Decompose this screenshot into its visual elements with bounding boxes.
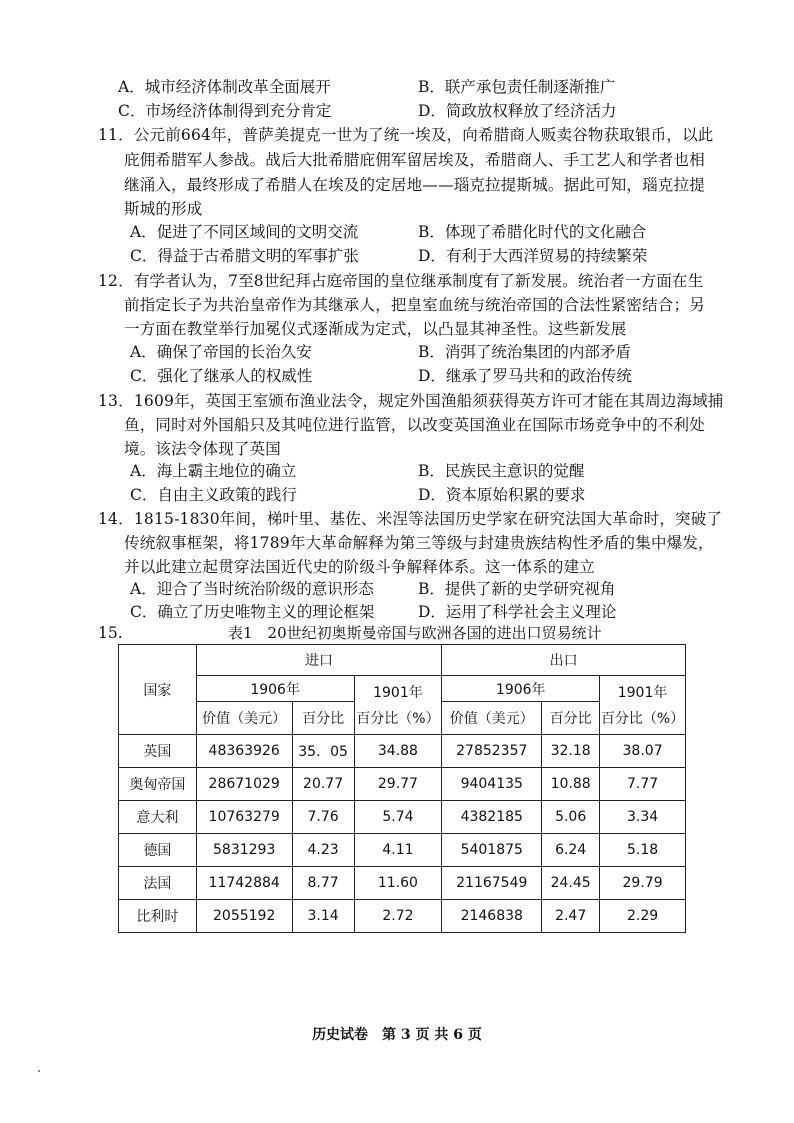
cell-import-percent: 8.77 [292, 867, 354, 900]
cell-export-value: 2146838 [442, 900, 542, 933]
q12-option-a: A．确保了帝国的长治久安 [130, 343, 312, 361]
cell-import-percent: 20.77 [292, 768, 354, 801]
cell-import-value: 5831293 [196, 834, 292, 867]
cell-import-percent: 35．05 [292, 735, 354, 768]
cell-import-value: 28671029 [196, 768, 292, 801]
header-import-value: 价值（美元） [196, 702, 292, 735]
q14-option-d: D．运用了科学社会主义理论 [418, 603, 617, 621]
q11-option-b: B．体现了希腊化时代的文化融合 [418, 223, 647, 241]
scan-speck [38, 1070, 40, 1072]
q14-stem-line-2: 传统叙事框架，将1789年大革命解释为第三等级与封建贵族结构性矛盾的集中爆发， [124, 534, 714, 552]
header-import-1901-year: 1901年 [373, 685, 423, 701]
q10-option-b: B．联产承包责任制逐渐推广 [418, 78, 616, 96]
cell-country: 英国 [119, 735, 197, 768]
q10-option-c: C．市场经济体制得到充分肯定 [118, 102, 332, 120]
q11-option-a: A．促进了不同区域间的文明交流 [130, 223, 359, 241]
cell-import-1901: 11.60 [354, 867, 442, 900]
cell-import-value: 11742884 [196, 867, 292, 900]
header-import-1901 [354, 676, 442, 735]
q12-option-d: D．继承了罗马共和的政治传统 [418, 367, 632, 385]
q13-option-c: C．自由主义政策的践行 [130, 486, 297, 504]
cell-import-1901: 34.88 [354, 735, 442, 768]
cell-export-percent: 6.24 [542, 834, 600, 867]
table-row [119, 834, 686, 867]
header-export-1901 [600, 676, 686, 735]
q11-option-d: D．有利于大西洋贸易的持续繁荣 [418, 247, 648, 265]
q13-option-b: B．民族民主意识的觉醒 [418, 462, 585, 480]
header-country: 国家 [119, 645, 197, 735]
q13-stem-line-1: 13．1609年，英国王室颁布渔业法令，规定外国渔船须获得英方许可才能在其周边海域捕 [98, 392, 724, 410]
cell-export-value: 9404135 [442, 768, 542, 801]
q13-option-d: D．资本原始积累的要求 [418, 486, 586, 504]
q12-stem-line-3: 一方面在教堂举行加冕仪式逐渐成为定式，以凸显其神圣性。这些新发展 [124, 320, 627, 338]
header-export-1901-percent: 百分比（%） [600, 711, 685, 727]
table-row [119, 801, 686, 834]
cell-import-percent: 3.14 [292, 900, 354, 933]
cell-export-1901: 7.77 [600, 768, 686, 801]
header-export-value: 价值（美元） [442, 702, 542, 735]
cell-export-1901: 2.29 [600, 900, 686, 933]
cell-import-1901: 29.77 [354, 768, 442, 801]
header-import-1901-percent: 百分比（%） [356, 711, 440, 727]
cell-import-1901: 2.72 [354, 900, 442, 933]
table-row [119, 735, 686, 768]
table-caption: 表1 20世纪初奥斯曼帝国与欧洲各国的进出口贸易统计 [228, 624, 602, 642]
q13-option-a: A．海上霸主地位的确立 [130, 462, 297, 480]
cell-export-percent: 10.88 [542, 768, 600, 801]
cell-country: 奥匈帝国 [119, 768, 197, 801]
q12-stem-line-1: 12．有学者认为，7至8世纪拜占庭帝国的皇位继承制度有了新发展。统治者一方面在生 [98, 272, 704, 290]
cell-export-value: 4382185 [442, 801, 542, 834]
header-import-percent: 百分比 [292, 702, 354, 735]
cell-import-percent: 4.23 [292, 834, 354, 867]
q11-stem-line-1: 11．公元前664年，普萨美提克一世为了统一埃及，向希腊商人贩卖谷物获取银币，以此 [98, 126, 714, 144]
cell-import-value: 48363926 [196, 735, 292, 768]
table-row [119, 900, 686, 933]
q11-option-c: C．得益于古希腊文明的军事扩张 [130, 247, 359, 265]
header-export: 出口 [442, 645, 686, 676]
cell-export-percent: 24.45 [542, 867, 600, 900]
cell-country: 意大利 [119, 801, 197, 834]
cell-import-percent: 7.76 [292, 801, 354, 834]
table-row [119, 867, 686, 900]
cell-export-percent: 5.06 [542, 801, 600, 834]
q11-stem-line-2: 庇佣希腊军人参战。战后大批希腊庇佣军留居埃及，希腊商人、手工艺人和学者也相 [124, 151, 705, 169]
cell-export-percent: 2.47 [542, 900, 600, 933]
q13-stem-line-3: 境。该法令体现了英国 [124, 440, 282, 458]
cell-export-value: 5401875 [442, 834, 542, 867]
cell-export-1901: 29.79 [600, 867, 686, 900]
cell-import-value: 10763279 [196, 801, 292, 834]
header-export-1906: 1906年 [442, 676, 600, 702]
cell-import-1901: 4.11 [354, 834, 442, 867]
header-import: 进口 [196, 645, 442, 676]
q13-stem-line-2: 鱼，同时对外国船只及其吨位进行监管，以改变英国渔业在国际市场竞争中的不利处 [124, 416, 705, 434]
q11-stem-line-4: 斯城的形成 [124, 200, 203, 218]
q14-option-b: B．提供了新的史学研究视角 [418, 580, 616, 598]
cell-export-value: 27852357 [442, 735, 542, 768]
header-import-1906: 1906年 [196, 676, 354, 702]
cell-export-value: 21167549 [442, 867, 542, 900]
cell-import-value: 2055192 [196, 900, 292, 933]
q14-option-a: A．迎合了当时统治阶级的意识形态 [130, 580, 374, 598]
q14-stem-line-3: 并以此建立起贯穿法国近代史的阶级斗争解释体系。这一体系的建立 [124, 558, 596, 576]
cell-export-percent: 32.18 [542, 735, 600, 768]
q12-option-c: C．强化了继承人的权威性 [130, 367, 313, 385]
cell-export-1901: 5.18 [600, 834, 686, 867]
q15-number: 15. [98, 624, 123, 642]
q14-option-c: C．确立了历史唯物主义的理论框架 [130, 603, 375, 621]
cell-country: 比利时 [119, 900, 197, 933]
q12-stem-line-2: 前指定长子为共治皇帝作为其继承人，把皇室血统与统治帝国的合法性紧密结合；另 [124, 296, 705, 314]
cell-export-1901: 38.07 [600, 735, 686, 768]
q10-option-d: D．简政放权释放了经济活力 [418, 102, 617, 120]
cell-country: 德国 [119, 834, 197, 867]
header-export-percent: 百分比 [542, 702, 600, 735]
header-export-1901-year: 1901年 [617, 685, 668, 701]
cell-import-1901: 5.74 [354, 801, 442, 834]
trade-table [118, 644, 686, 933]
cell-export-1901: 3.34 [600, 801, 686, 834]
q12-option-b: B．消弭了统治集团的内部矛盾 [418, 343, 631, 361]
q14-stem-line-1: 14．1815-1830年间，梯叶里、基佐、米涅等法国历史学家在研究法国大革命时，突破了 [98, 510, 723, 528]
q11-stem-line-3: 继涌入，最终形成了希腊人在埃及的定居地——瑙克拉提斯城。据此可知，瑙克拉提 [124, 176, 705, 194]
q10-option-a: A．城市经济体制改革全面展开 [118, 78, 331, 96]
cell-country: 法国 [119, 867, 197, 900]
page-footer: 历史试卷 第 3 页 共 6 页 [312, 1027, 482, 1043]
table-row [119, 768, 686, 801]
